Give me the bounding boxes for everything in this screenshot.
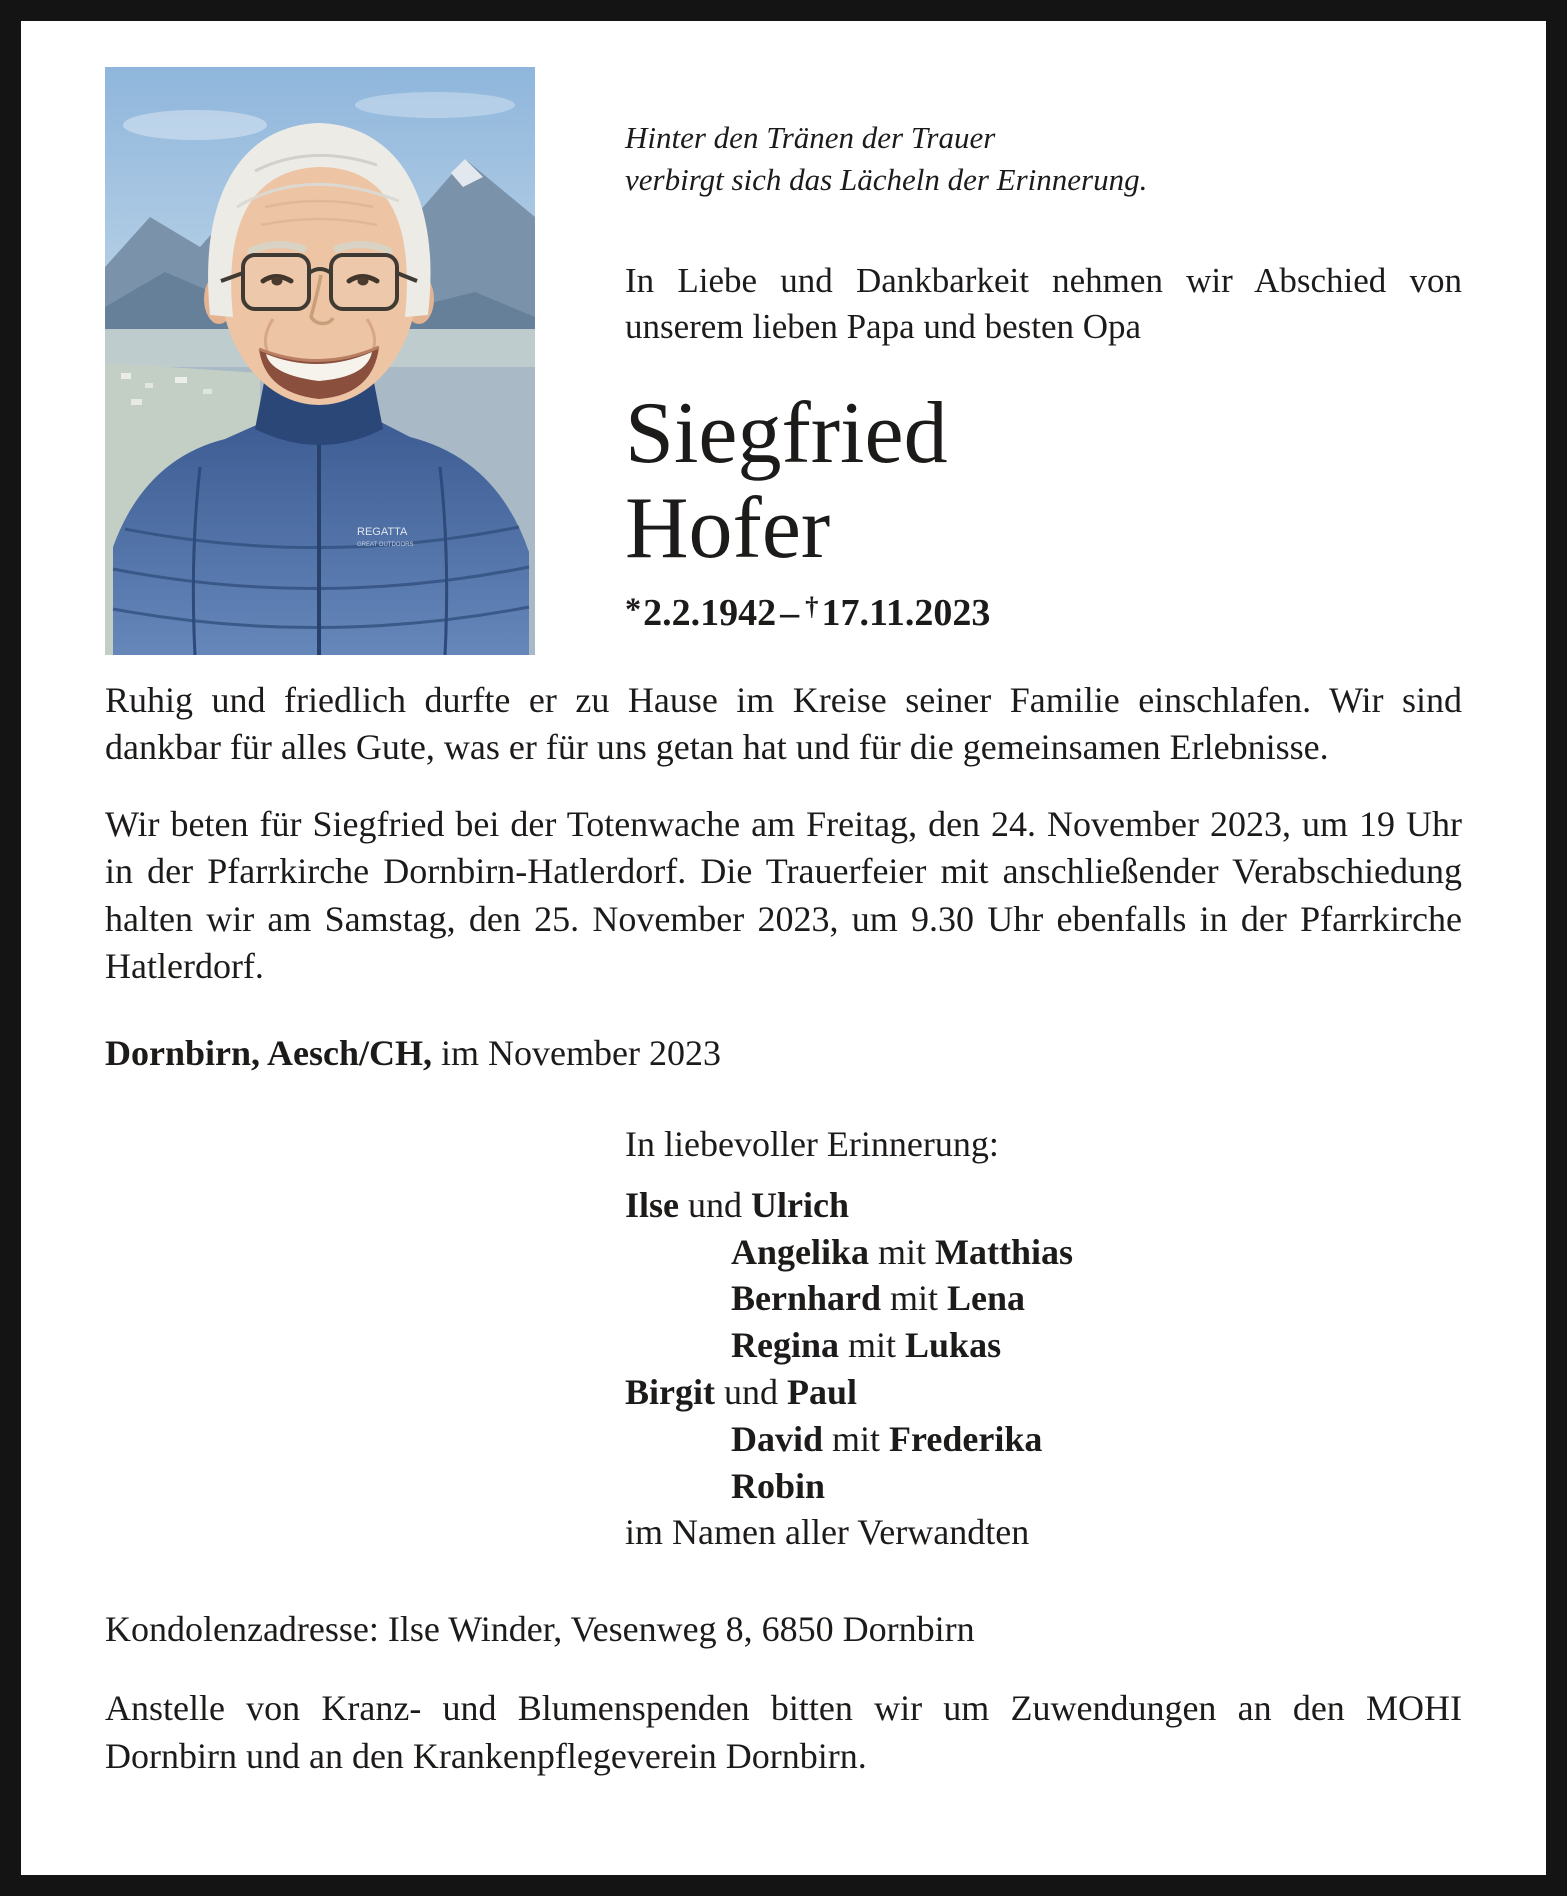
pupil <box>272 277 283 286</box>
life-dates <box>625 591 1462 635</box>
cloud <box>123 110 267 140</box>
obituary-card <box>21 21 1546 1875</box>
family-name: Matthias <box>935 1231 1074 1272</box>
family-name: Robin <box>731 1465 826 1506</box>
portrait-illustration <box>105 67 535 655</box>
family-line <box>625 1182 1462 1229</box>
family-name: Bernhard <box>731 1278 882 1319</box>
family-name: Frederika <box>889 1418 1043 1459</box>
town-building <box>175 377 187 383</box>
quote-line-2: verbirgt sich das Lächeln der Erinnerung. <box>625 161 1148 197</box>
last-name: Hofer <box>625 480 831 578</box>
family-connector: mit <box>839 1325 906 1366</box>
birth-date: 2.2.1942 <box>643 591 777 634</box>
family-name: Birgit <box>625 1372 715 1413</box>
donation-note: Anstelle von Kranz- und Blumenspenden bitten wir um Zuwendungen an den MOHI Dornbirn und an den Krankenpflegeverein Dornbirn. <box>105 1688 1462 1776</box>
family-line <box>625 1369 1462 1416</box>
family-block <box>625 1121 1462 1556</box>
family-name: Paul <box>786 1372 857 1413</box>
family-connector: mit <box>823 1418 890 1459</box>
family-name: Ilse <box>625 1184 679 1225</box>
place-names: Dornbirn, Aesch/CH, <box>105 1032 433 1073</box>
family-line <box>625 1229 1462 1276</box>
town-building <box>145 383 153 388</box>
first-name: Siegfried <box>625 385 948 483</box>
family-line <box>625 1463 1462 1510</box>
family-connector: und <box>714 1372 787 1413</box>
family-line <box>625 1322 1462 1369</box>
deceased-name <box>625 386 1462 576</box>
family-connector: mit <box>881 1278 948 1319</box>
family-closing: im Namen aller Verwandten <box>625 1512 1030 1553</box>
cloud <box>355 92 515 118</box>
header-section <box>105 67 1462 655</box>
pupil <box>358 277 369 286</box>
family-name: David <box>731 1418 824 1459</box>
family-name: Lukas <box>905 1325 1002 1366</box>
family-connector: mit <box>869 1231 936 1272</box>
family-line <box>625 1416 1462 1463</box>
birth-symbol: * <box>625 590 642 627</box>
family-name: Angelika <box>731 1231 870 1272</box>
jacket-brand-subtext: GREAT OUTDOORS <box>357 542 414 548</box>
death-symbol: † <box>805 590 819 621</box>
paragraph-services: Wir beten für Siegfried bei der Totenwache am Freitag, den 24. November 2023, um 19 Uhr in der Pfarrkirche Dornbirn-Hatlerdorf. Die Trauerfeier mit anschließender Verabschiedung halten wir am Samstag, den 25. November 2023, um 9.30 Uhr ebenfalls in der Pfarrkirche Hatlerdorf. <box>105 804 1462 986</box>
town-building <box>203 389 212 394</box>
town-building <box>131 399 142 405</box>
family-name: Lena <box>947 1278 1026 1319</box>
header-text-column <box>535 67 1462 655</box>
portrait-photo <box>105 67 535 655</box>
family-name: Ulrich <box>751 1184 849 1225</box>
family-line <box>625 1275 1462 1322</box>
death-date: 17.11.2023 <box>821 591 991 634</box>
town-building <box>121 373 131 379</box>
place-date: im November 2023 <box>441 1032 721 1073</box>
family-connector: und <box>679 1184 751 1225</box>
dates-separator: – <box>780 591 800 634</box>
condolence-address: Kondolenzadresse: Ilse Winder, Vesenweg 8, 6850 Dornbirn <box>105 1609 975 1650</box>
family-name: Regina <box>731 1325 839 1366</box>
quote-line-1: Hinter den Tränen der Trauer <box>625 120 996 155</box>
memorial-quote <box>625 117 1462 200</box>
farewell-intro: In Liebe und Dankbarkeit nehmen wir Abschied von unserem lieben Papa und besten Opa <box>625 261 1462 347</box>
jacket-brand-text: REGATTA <box>357 526 408 538</box>
place-date-line <box>105 1030 1462 1077</box>
paragraph-peaceful: Ruhig und friedlich durfte er zu Hause im Kreise seiner Familie einschlafen. Wir sind dankbar für alles Gute, was er für uns getan hat und für die gemeinsamen Erlebnisse. <box>105 680 1462 768</box>
memorial-heading: In liebevoller Erinnerung: <box>625 1124 999 1165</box>
